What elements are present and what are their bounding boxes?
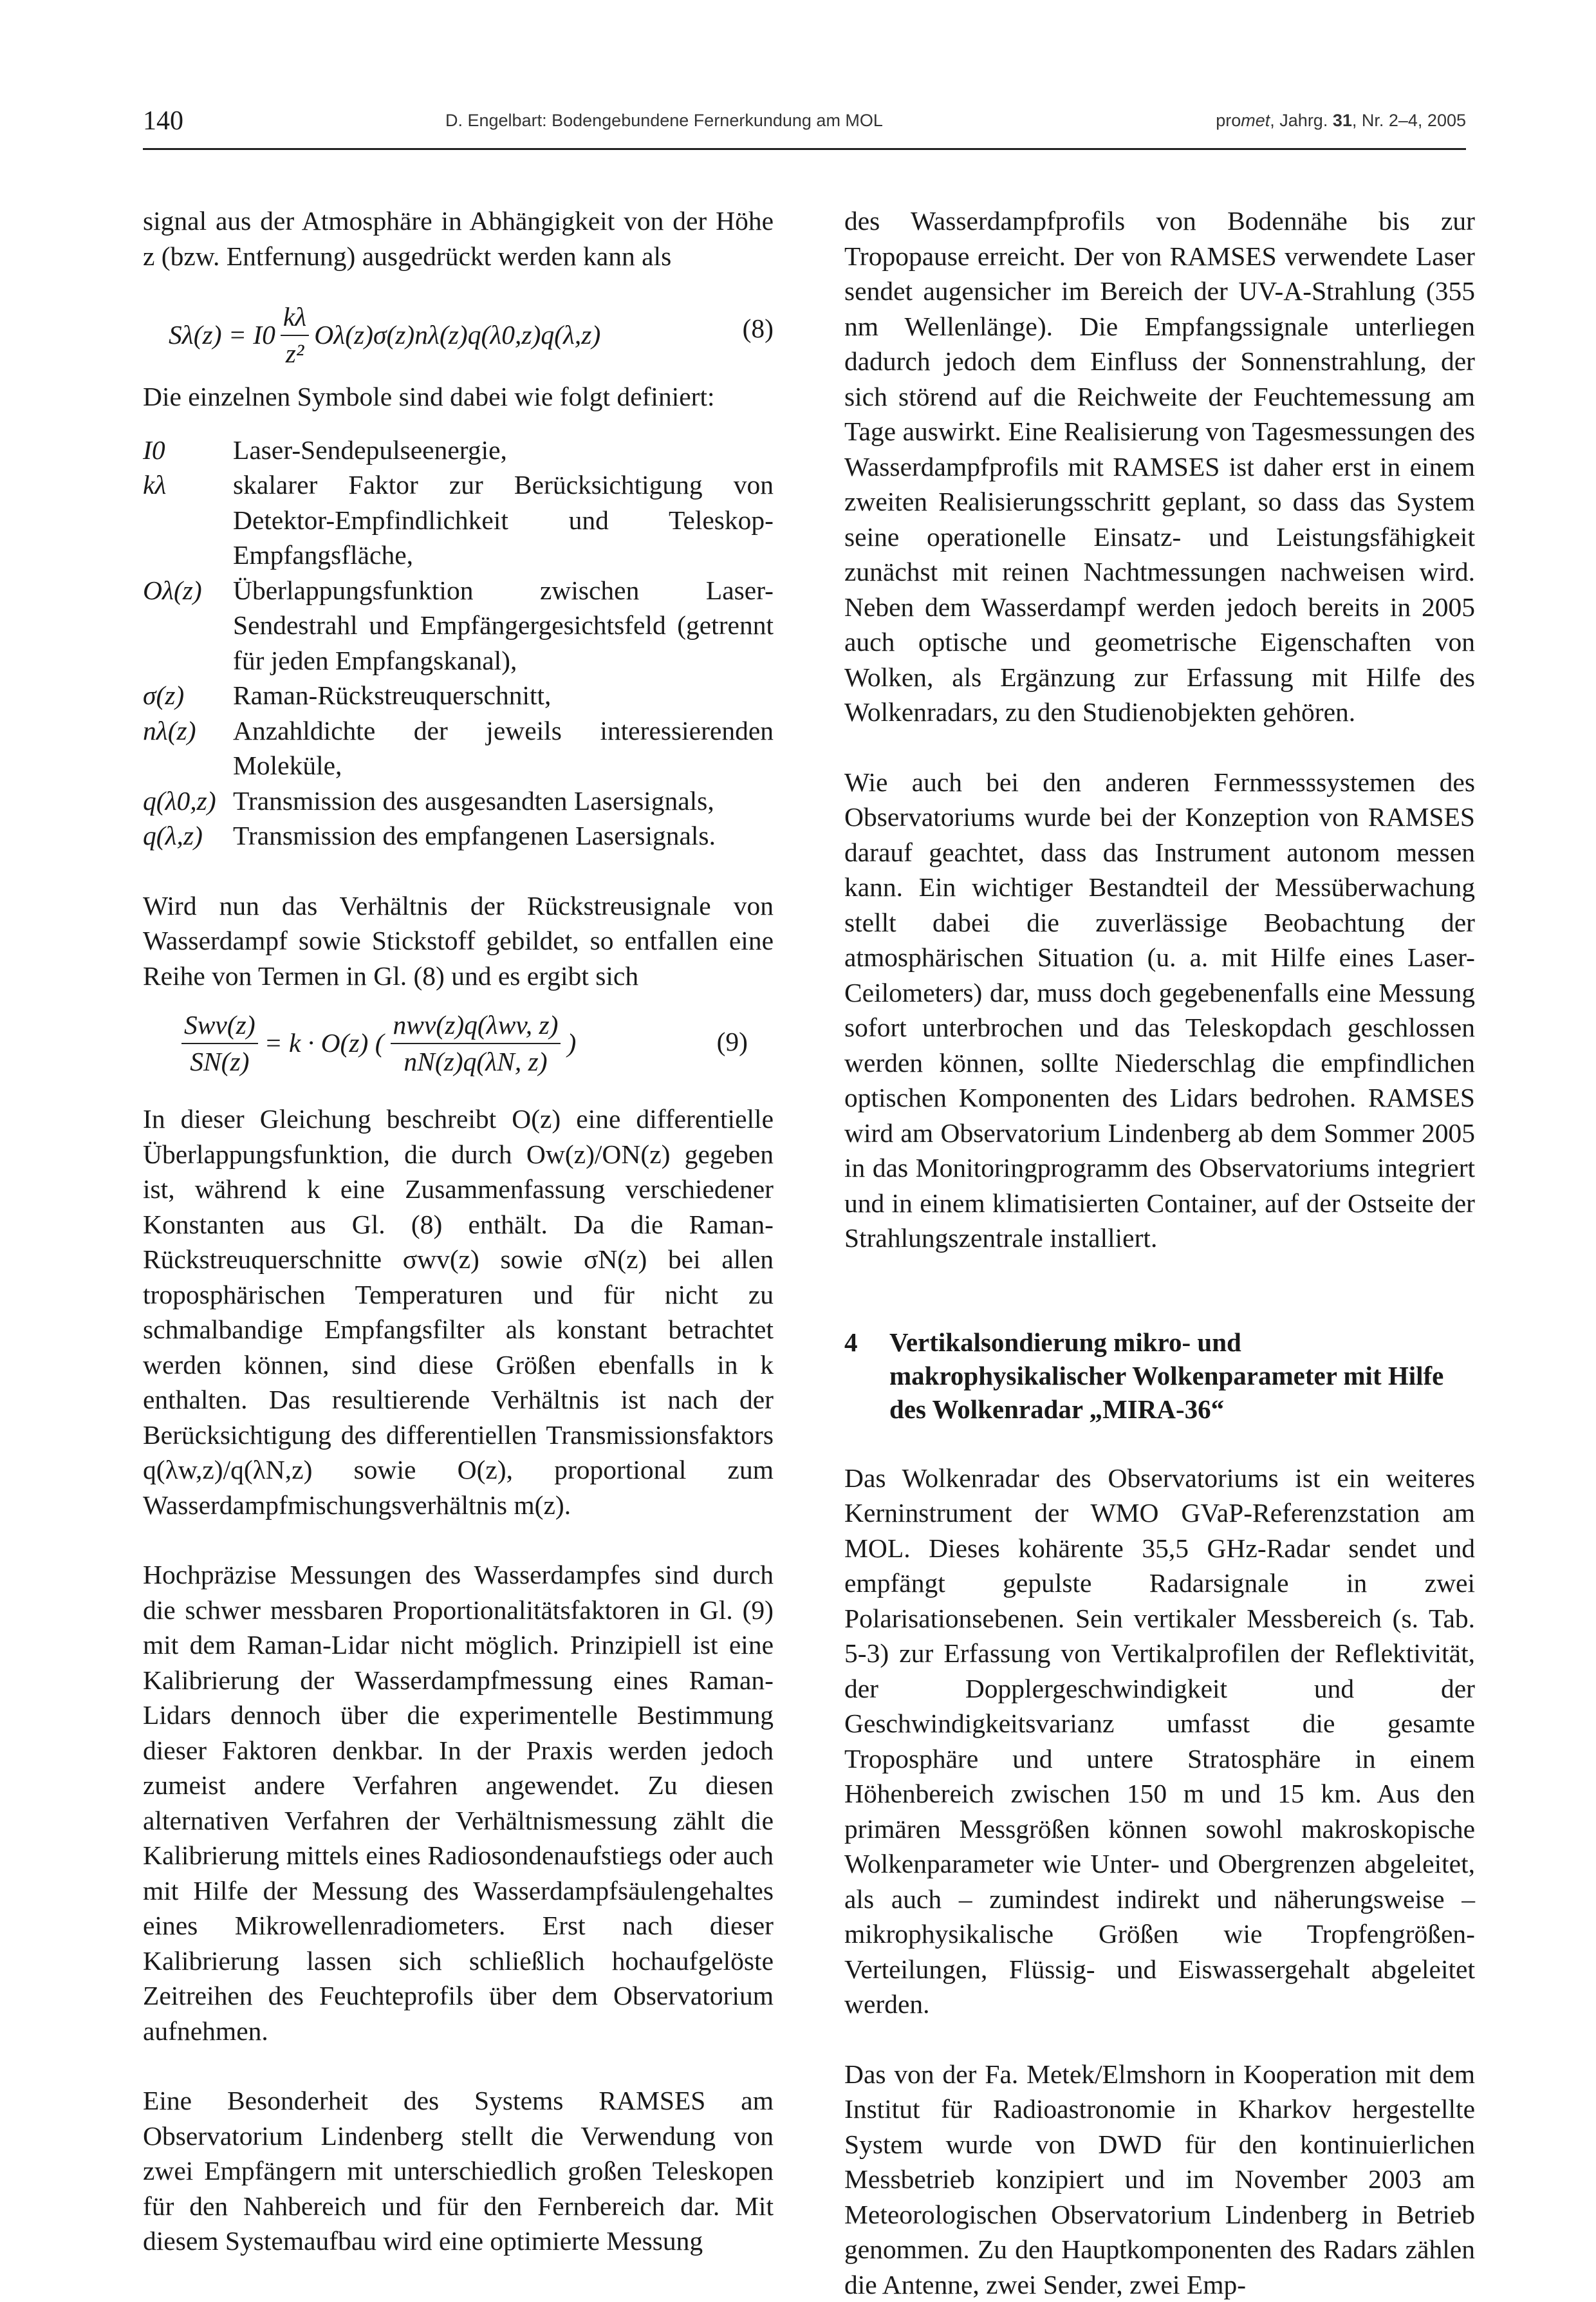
definition-text: skalarer Faktor zur Berücksichtigung von Detektor-Empfindlichkeit und Teleskop-Empfangsfläche,	[233, 467, 774, 573]
definition-text: Transmission des empfangenen Lasersignals.	[233, 818, 774, 854]
definition-text: Transmission des ausgesandten Lasersignals,	[233, 783, 774, 819]
eq9-denominator-left: SN(z)	[181, 1044, 258, 1080]
section-number: 4	[844, 1325, 889, 1426]
definition-row	[143, 783, 774, 819]
definition-text: Raman-Rückstreuquerschnitt,	[233, 678, 774, 713]
section-title: Vertikalsondierung mikro- und makrophysikalischer Wolkenparameter mit Hilfe des Wolkenradar „MIRA-36“	[889, 1325, 1475, 1426]
section-heading	[844, 1325, 1475, 1426]
eq9-numerator-left: Swv(z)	[181, 1007, 258, 1044]
definition-text: Anzahldichte der jeweils interessierenden Moleküle,	[233, 713, 774, 783]
paragraph: Die einzelnen Symbole sind dabei wie folgt definiert:	[143, 379, 774, 415]
paragraph: Wie auch bei den anderen Fernmesssystemen des Observatoriums wurde bei der Konzeption von RAMSES darauf geachtet, dass das Instrument autonom messen kann. Ein wichtiger Bestandteil der Messüberwachung stellt dabei die zuverlässige Beobachtung der atmosphärischen Situation (u. a. mit Hilfe eines Laser-Ceilometers) dar, muss doch gegebenenfalls eine Messung sofort unterbrochen und das Teleskopdach geschlossen werden können, sollte Niederschlag die empfindlichen optischen Komponenten des Lidars bedrohen. RAMSES wird am Observatorium Lindenberg ab dem Sommer 2005 in das Monitoringprogramm des Observatoriums integriert und in einem klimatisierten Container, auf der Ostseite der Strahlungszentrale installiert.	[844, 765, 1475, 1256]
eq8-number: (8)	[743, 311, 774, 346]
symbol-definitions	[143, 433, 774, 854]
definition-text: Laser-Sendepulseenergie,	[233, 433, 774, 468]
paragraph: Das Wolkenradar des Observatoriums ist ein weiteres Kerninstrument der WMO GVaP-Referenzstation am MOL. Dieses kohärente 35,5 GHz-Radar sendet und empfängt gepulste Radarsignale in zwei Polarisationsebenen. Sein vertikaler Messbereich (s. Tab. 5-3) zur Erfassung von Vertikalprofilen der Reflektivität, der Dopplergeschwindigkeit und der Geschwindigkeitsvarianz umfasst die gesamte Troposphäre und untere Stratosphäre in einem Höhenbereich zwischen 150 m und 15 km. Aus den primären Messgrößen können sowohl makroskopische Wolkenparameter wie Unter- und Obergrenzen abgeleitet, als auch – zumindest indirekt und näherungsweise – mikrophysikalische Größen wie Tropfengrößen-Verteilungen, Flüssig- und Eiswassergehalt abgeleitet werden.	[844, 1461, 1475, 2022]
eq9-fraction-left	[181, 1007, 258, 1079]
journal-year: , Jahrg.	[1270, 111, 1333, 130]
equation-9	[143, 993, 774, 1101]
definition-symbol: kλ	[143, 467, 233, 573]
definition-row	[143, 818, 774, 854]
paragraph: Eine Besonderheit des Systems RAMSES am Observatorium Lindenberg stellt die Verwendung von zwei Empfängern mit unterschiedlich großen Teleskopen für den Nahbereich und für den Fernbereich dar. Mit diesem Systemaufbau wird eine optimierte Messung	[143, 2083, 774, 2259]
paragraph: In dieser Gleichung beschreibt O(z) eine differentielle Überlappungsfunktion, die durch Ow(z)/ON(z) gegeben ist, während k eine Zusammenfassung verschiedener Konstanten aus Gl. (8) enthält. Da die Raman-Rückstreuquerschnitte σwv(z) sowie σN(z) bei allen troposphärischen Temperaturen und für nicht zu schmalbandige Empfangsfilter als konstant betrachtet werden können, sind diese Größen ebenfalls in k enthalten. Das resultierende Verhältnis ist nach der Berücksichtigung des differentiellen Transmissionsfaktors q(λw,z)/q(λN,z) sowie O(z), proportional zum Wasserdampfmischungsverhältnis m(z).	[143, 1101, 774, 1522]
eq9-end: )	[567, 1025, 576, 1061]
paragraph: Wird nun das Verhältnis der Rückstreusignale von Wasserdampf sowie Stickstoff gebildet, so entfallen eine Reihe von Termen in Gl. (8) und es ergibt sich	[143, 888, 774, 994]
journal-volume: 31	[1333, 111, 1352, 130]
paragraph: des Wasserdampfprofils von Bodennähe bis zur Tropopause erreicht. Der von RAMSES verwendete Laser sendet augensicher im Bereich der UV-A-Strahlung (355 nm Wellenlänge). Die Empfangssignale unterliegen dadurch jedoch dem Einfluss der Sonnenstrahlung, der sich störend auf die Reichweite der Feuchtemessung am Tage auswirkt. Eine Realisierung von Tagesmessungen des Wasserdampfprofils mit RAMSES ist daher erst in einem zweiten Realisierungsschritt geplant, so dass das System seine operationelle Einsatz- und Leistungsfähigkeit zunächst mit reinen Nachtmessungen nachweisen wird. Neben dem Wasserdampf werden jedoch bereits in 2005 auch optische und geometrische Eigenschaften von Wolken, als Ergänzung zur Erfassung mit Hilfe des Wolkenradars, zu den Studienobjekten gehören.	[844, 203, 1475, 730]
definition-symbol: q(λ,z)	[143, 818, 233, 854]
page-number: 140	[143, 106, 183, 136]
eq8-lhs: Sλ(z) = I0	[169, 317, 275, 353]
definition-symbol: nλ(z)	[143, 713, 233, 783]
eq9-numerator-right: nwv(z)q(λwv, z)	[391, 1007, 561, 1044]
journal-name-pre: pro	[1216, 111, 1241, 130]
eq9-number: (9)	[717, 1024, 748, 1060]
definition-row	[143, 433, 774, 468]
journal-name-italic: met	[1241, 111, 1270, 130]
eq8-numerator: kλ	[281, 299, 309, 336]
eq8-fraction	[281, 299, 309, 371]
definition-row	[143, 573, 774, 678]
eq9-denominator-right: nN(z)q(λN, z)	[391, 1044, 561, 1080]
definition-row	[143, 713, 774, 783]
paragraph: Hochpräzise Messungen des Wasserdampfes sind durch die schwer messbaren Proportionalitätsfaktoren in Gl. (9) mit dem Raman-Lidar nicht möglich. Prinzipiell ist eine Kalibrierung der Wasserdampfmessung eines Raman-Lidars dennoch über die experimentelle Bestimmung dieser Faktoren denkbar. In der Praxis werden jedoch zumeist andere Verfahren angewendet. Zu diesen alternativen Verfahren der Verhältnismessung zählt die Kalibrierung mittels eines Radiosondenaufstiegs oder auch mit Hilfe der Messung des Wasserdampfsäulengehaltes eines Mikrowellenradiometers. Erst nach dieser Kalibrierung lassen sich schließlich hochaufgelöste Zeitreihen des Feuchteprofils über dem Observatorium aufnehmen.	[143, 1557, 774, 2048]
right-column	[844, 203, 1475, 2302]
definition-row	[143, 467, 774, 573]
definition-row	[143, 678, 774, 713]
running-header	[143, 102, 1466, 150]
paragraph: signal aus der Atmosphäre in Abhängigkeit von der Höhe z (bzw. Entfernung) ausgedrückt werden kann als	[143, 203, 774, 274]
running-title: D. Engelbart: Bodengebundene Fernerkundung am MOL	[445, 111, 883, 131]
journal-citation	[1216, 111, 1466, 131]
definition-symbol: σ(z)	[143, 678, 233, 713]
definition-symbol: Oλ(z)	[143, 573, 233, 678]
left-column	[143, 203, 774, 2259]
journal-issue: , Nr. 2–4, 2005	[1352, 111, 1466, 130]
definition-symbol: q(λ0,z)	[143, 783, 233, 819]
equation-8	[143, 283, 774, 379]
eq9-fraction-right	[391, 1007, 561, 1079]
eq9-middle: = k · O(z) (	[264, 1025, 384, 1061]
eq8-denominator: z²	[281, 336, 309, 371]
eq8-rhs: Oλ(z)σ(z)nλ(z)q(λ0,z)q(λ,z)	[314, 317, 600, 353]
paragraph: Das von der Fa. Metek/Elmshorn in Kooperation mit dem Institut für Radioastronomie in Kharkov hergestellte System wurde von DWD für den kontinuierlichen Messbetrieb konzipiert und im November 2003 am Meteorologischen Observatorium Lindenberg in Betrieb genommen. Zu den Hauptkomponenten des Radars zählen die Antenne, zwei Sender, zwei Emp-	[844, 2057, 1475, 2302]
definition-symbol: I0	[143, 433, 233, 468]
definition-text: Überlappungsfunktion zwischen Laser-Sendestrahl und Empfängergesichtsfeld (getrennt für jeden Empfangskanal),	[233, 573, 774, 678]
